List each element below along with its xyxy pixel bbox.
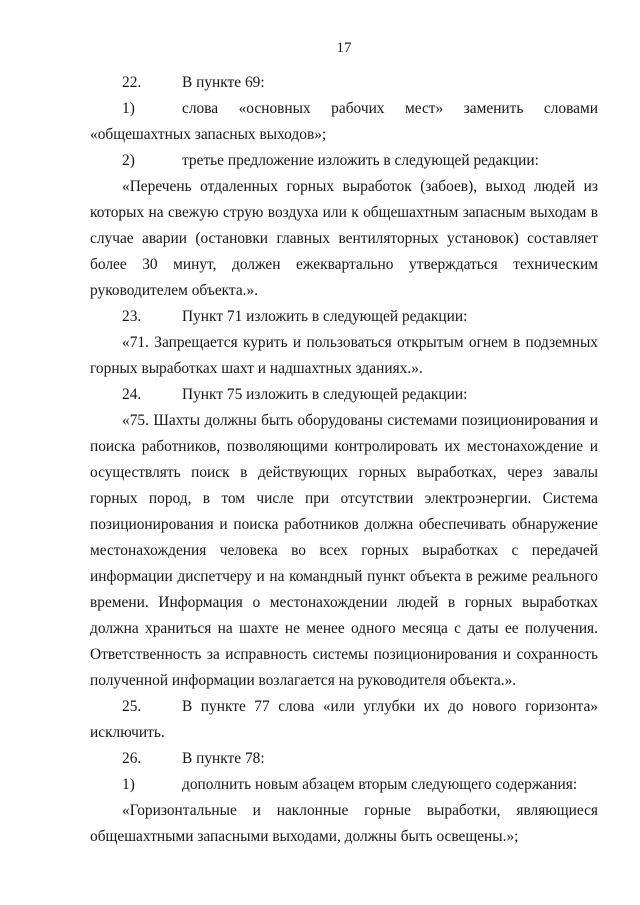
item-number: 1) bbox=[122, 776, 135, 793]
paragraph-text: Пункт 71 изложить в следующей редакции: bbox=[182, 308, 468, 325]
paragraph-text: В пункте 77 слова «или углубки их до нового горизонта» исключить. bbox=[90, 698, 598, 741]
paragraph-26 bbox=[90, 746, 598, 772]
item-number: 22. bbox=[122, 74, 142, 91]
paragraph-22-1 bbox=[90, 96, 598, 148]
paragraph-22-2 bbox=[90, 148, 598, 174]
page-number: 17 bbox=[336, 40, 352, 56]
paragraph-text: Пункт 75 изложить в следующей редакции: bbox=[182, 386, 468, 403]
item-number: 25. bbox=[122, 698, 142, 715]
paragraph-text: «75. Шахты должны быть оборудованы системами позиционирования и поиска работников, позволяющими контролировать их местонахождение и осуществлять поиск в действующих горных выработках, через завалы горных пород, в том числе при отсутствии электроэнергии. Система позиционирования и поиска работников должна обеспечивать обнаружение местонахождения человека во всех горных выработках с передачей информации диспетчеру и на командный пункт объекта в режиме реального времени. Информация о местонахождении людей в горных выработках должна храниться на шахте не менее одного месяца с даты ее получения. Ответственность за исправность системы позиционирования и сохранность полученной информации возлагается на руководителя объекта.». bbox=[90, 412, 598, 689]
paragraph-25 bbox=[90, 694, 598, 746]
paragraph-text: «Перечень отдаленных горных выработок (забоев), выход людей из которых на свежую струю воздуха или к общешахтным запасным выходам в случае аварии (остановки главных вентиляторных установок) составляет более 30 минут, должен ежеквартально утверждаться техническим руководителем объекта.». bbox=[90, 178, 598, 299]
paragraph-text: «71. Запрещается курить и пользоваться открытым огнем в подземных горных выработках шахт и надшахтных зданиях.». bbox=[90, 334, 598, 377]
quote-paragraph-22 bbox=[90, 174, 598, 304]
paragraph-24 bbox=[90, 382, 598, 408]
item-number: 23. bbox=[122, 308, 142, 325]
paragraph-text: третье предложение изложить в следующей редакции: bbox=[182, 152, 539, 169]
document-body bbox=[90, 70, 598, 850]
paragraph-text: В пункте 69: bbox=[182, 74, 265, 91]
paragraph-26-1 bbox=[90, 772, 598, 798]
paragraph-text: «Горизонтальные и наклонные горные выработки, являющиеся общешахтными запасными выходами, должны быть освещены.»; bbox=[90, 802, 598, 845]
paragraph-23 bbox=[90, 304, 598, 330]
quote-paragraph-24 bbox=[90, 408, 598, 694]
item-number: 2) bbox=[122, 152, 135, 169]
quote-paragraph-26 bbox=[90, 798, 598, 850]
document-page bbox=[90, 0, 598, 905]
paragraph-text: слова «основных рабочих мест» заменить словами «общешахтных запасных выходов»; bbox=[90, 100, 598, 143]
paragraph-text: В пункте 78: bbox=[182, 750, 265, 767]
item-number: 24. bbox=[122, 386, 142, 403]
item-number: 26. bbox=[122, 750, 142, 767]
item-number: 1) bbox=[122, 100, 135, 117]
paragraph-22 bbox=[90, 70, 598, 96]
paragraph-text: дополнить новым абзацем вторым следующего содержания: bbox=[182, 776, 578, 793]
quote-paragraph-23 bbox=[90, 330, 598, 382]
